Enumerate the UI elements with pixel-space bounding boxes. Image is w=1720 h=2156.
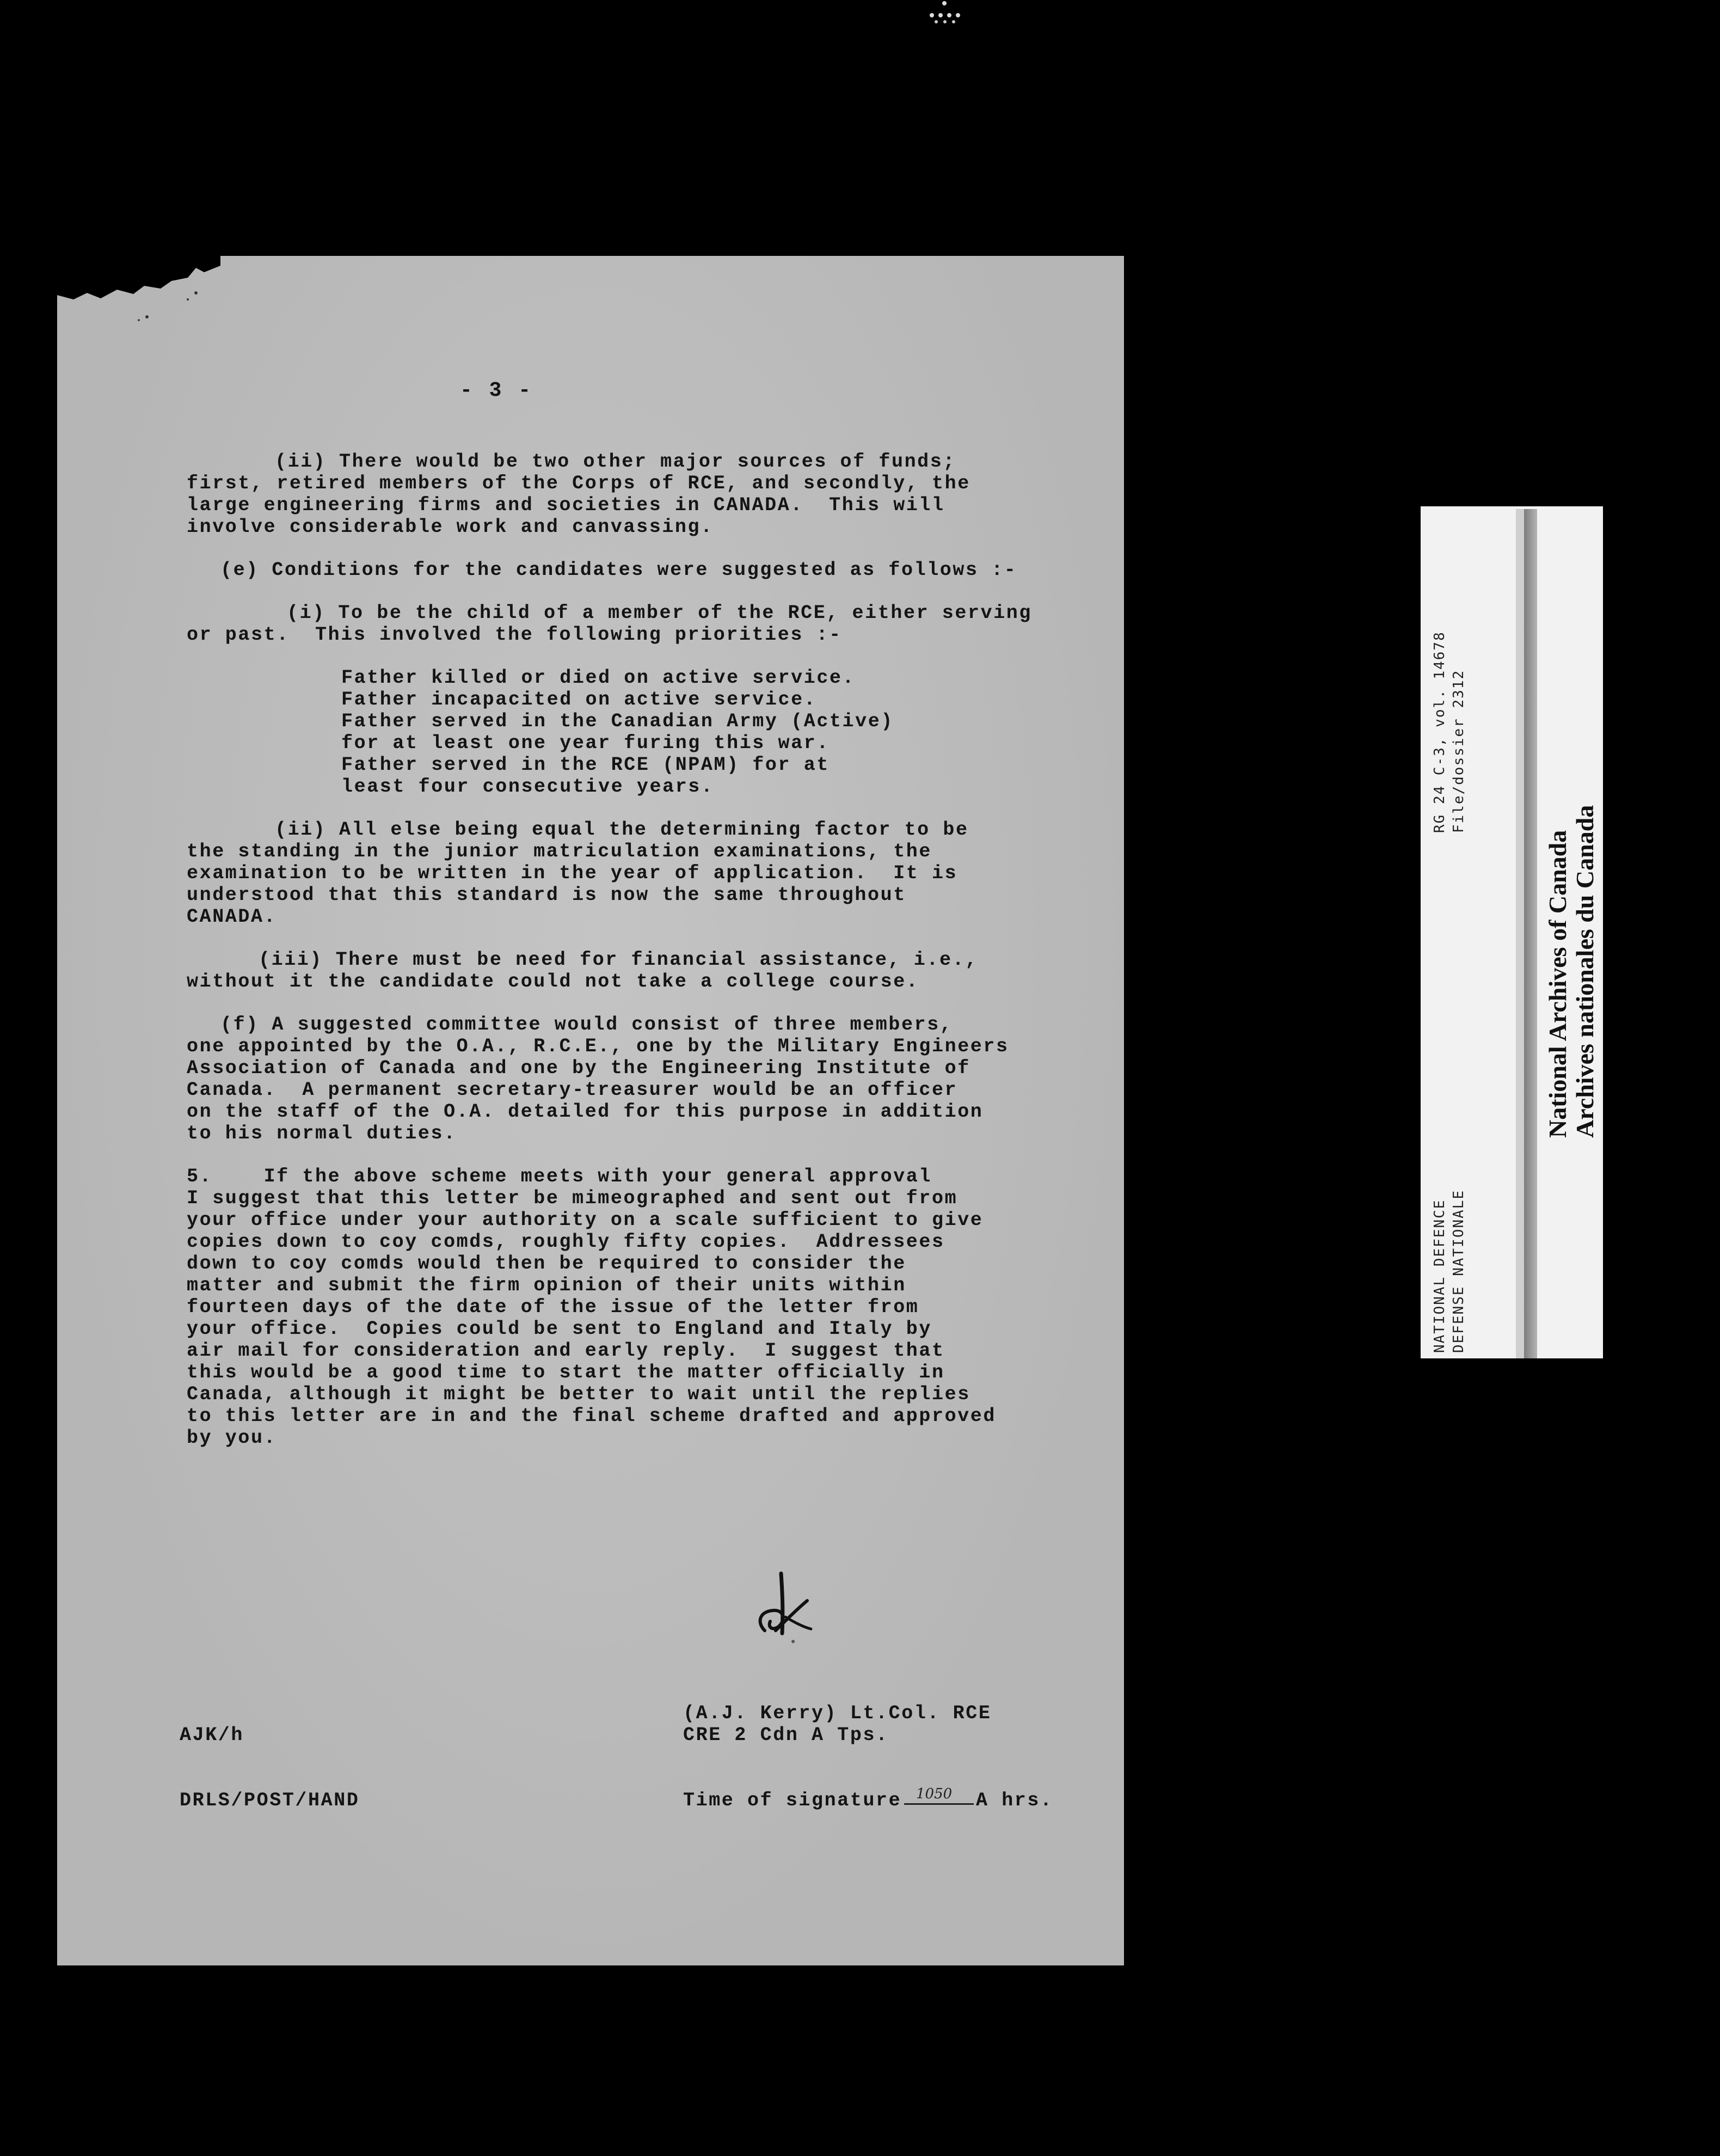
text-line: Canada, although it might be better to wait until the replies (187, 1383, 970, 1405)
text-line: on the staff of the O.A. detailed for this purpose in addition (187, 1101, 984, 1123)
text-line: the standing in the junior matriculation examinations, the (187, 841, 932, 862)
text-line: least four consecutive years. (341, 776, 714, 798)
text-line: large engineering firms and societies in CANADA. This will (187, 494, 945, 516)
text-line: copies down to coy comds, roughly fifty copies. Addressees (187, 1231, 945, 1253)
time-of-signature-label: Time of signature (683, 1790, 902, 1811)
archive-reference-line1: RG 24 C-3, vol. 14678 (1432, 631, 1448, 833)
signature-initials (743, 1568, 830, 1644)
text-line: air mail for consideration and early reply. I suggest that (187, 1340, 945, 1362)
text-line: Father served in the RCE (NPAM) for at (341, 754, 830, 776)
text-line: understood that this standard is now the same throughout (187, 884, 906, 906)
text-line: to this letter are in and the final scheme drafted and approved (187, 1405, 997, 1427)
delivery-method: DRLS/POST/HAND (180, 1790, 360, 1811)
text-line: 5. If the above scheme meets with your general approval (187, 1166, 932, 1187)
text-line: (iii) There must be need for financial assistance, i.e., (259, 949, 978, 971)
text-line: examination to be written in the year of application. It is (187, 862, 958, 884)
text-line: Canada. A permanent secretary-treasurer would be an officer (187, 1079, 958, 1101)
text-line: or past. This involved the following priorities :- (187, 624, 842, 646)
department-en: NATIONAL DEFENCE (1432, 1199, 1448, 1353)
archive-reference-line2: File/dossier 2312 (1451, 669, 1467, 833)
time-of-signature-suffix: A hrs. (976, 1790, 1053, 1811)
text-line: involve considerable work and canvassing. (187, 516, 714, 538)
text-line: fourteen days of the date of the issue of the letter from (187, 1296, 919, 1318)
archives-fr: Archives nationales du Canada (1571, 805, 1599, 1138)
scanner-registration-dots (925, 0, 963, 26)
text-line: Father incapacited on active service. (341, 689, 817, 710)
page-number: - 3 - (460, 379, 533, 402)
archive-label-strip (1421, 506, 1603, 1358)
archive-label-divider (1524, 509, 1537, 1358)
signature-title: CRE 2 Cdn A Tps. (683, 1724, 889, 1746)
text-line: without it the candidate could not take a college course. (187, 971, 919, 993)
archive-label-fold (1516, 509, 1525, 1358)
torn-corner-mark (57, 256, 220, 327)
text-line: Father killed or died on active service. (341, 667, 856, 689)
text-line: (e) Conditions for the candidates were suggested as follows :- (220, 559, 1017, 581)
text-line: one appointed by the O.A., R.C.E., one by the Military Engineers (187, 1036, 1009, 1057)
text-line: I suggest that this letter be mimeographed and sent out from (187, 1187, 958, 1209)
text-line: matter and submit the firm opinion of their units within (187, 1275, 906, 1296)
department-fr: DEFENSE NATIONALE (1451, 1189, 1467, 1353)
text-line: Association of Canada and one by the Engineering Institute of (187, 1057, 970, 1079)
text-line: to his normal duties. (187, 1123, 457, 1144)
text-line: down to coy comds would then be required to consider the (187, 1253, 906, 1275)
text-line: Father served in the Canadian Army (Active) (341, 710, 894, 732)
text-line: (f) A suggested committee would consist of three members, (220, 1014, 953, 1036)
text-line: your office under your authority on a scale sufficient to give (187, 1209, 984, 1231)
signature-name: (A.J. Kerry) Lt.Col. RCE (683, 1702, 992, 1724)
reference-initials: AJK/h (180, 1724, 244, 1746)
document-page (57, 256, 1124, 1965)
time-of-signature-value: 1050 (916, 1786, 953, 1802)
text-line: this would be a good time to start the matter officially in (187, 1362, 945, 1383)
text-line: by you. (187, 1427, 277, 1449)
text-line: (ii) All else being equal the determining factor to be (275, 819, 969, 841)
text-line: first, retired members of the Corps of RCE, and secondly, the (187, 473, 970, 494)
text-line: (i) To be the child of a member of the RCE, either serving (287, 602, 1032, 624)
text-line: CANADA. (187, 906, 277, 928)
text-line: for at least one year furing this war. (341, 732, 830, 754)
archives-en: National Archives of Canada (1544, 830, 1571, 1138)
text-line: (ii) There would be two other major sources of funds; (275, 451, 956, 473)
text-line: your office. Copies could be sent to England and Italy by (187, 1318, 932, 1340)
time-underline (904, 1803, 974, 1805)
